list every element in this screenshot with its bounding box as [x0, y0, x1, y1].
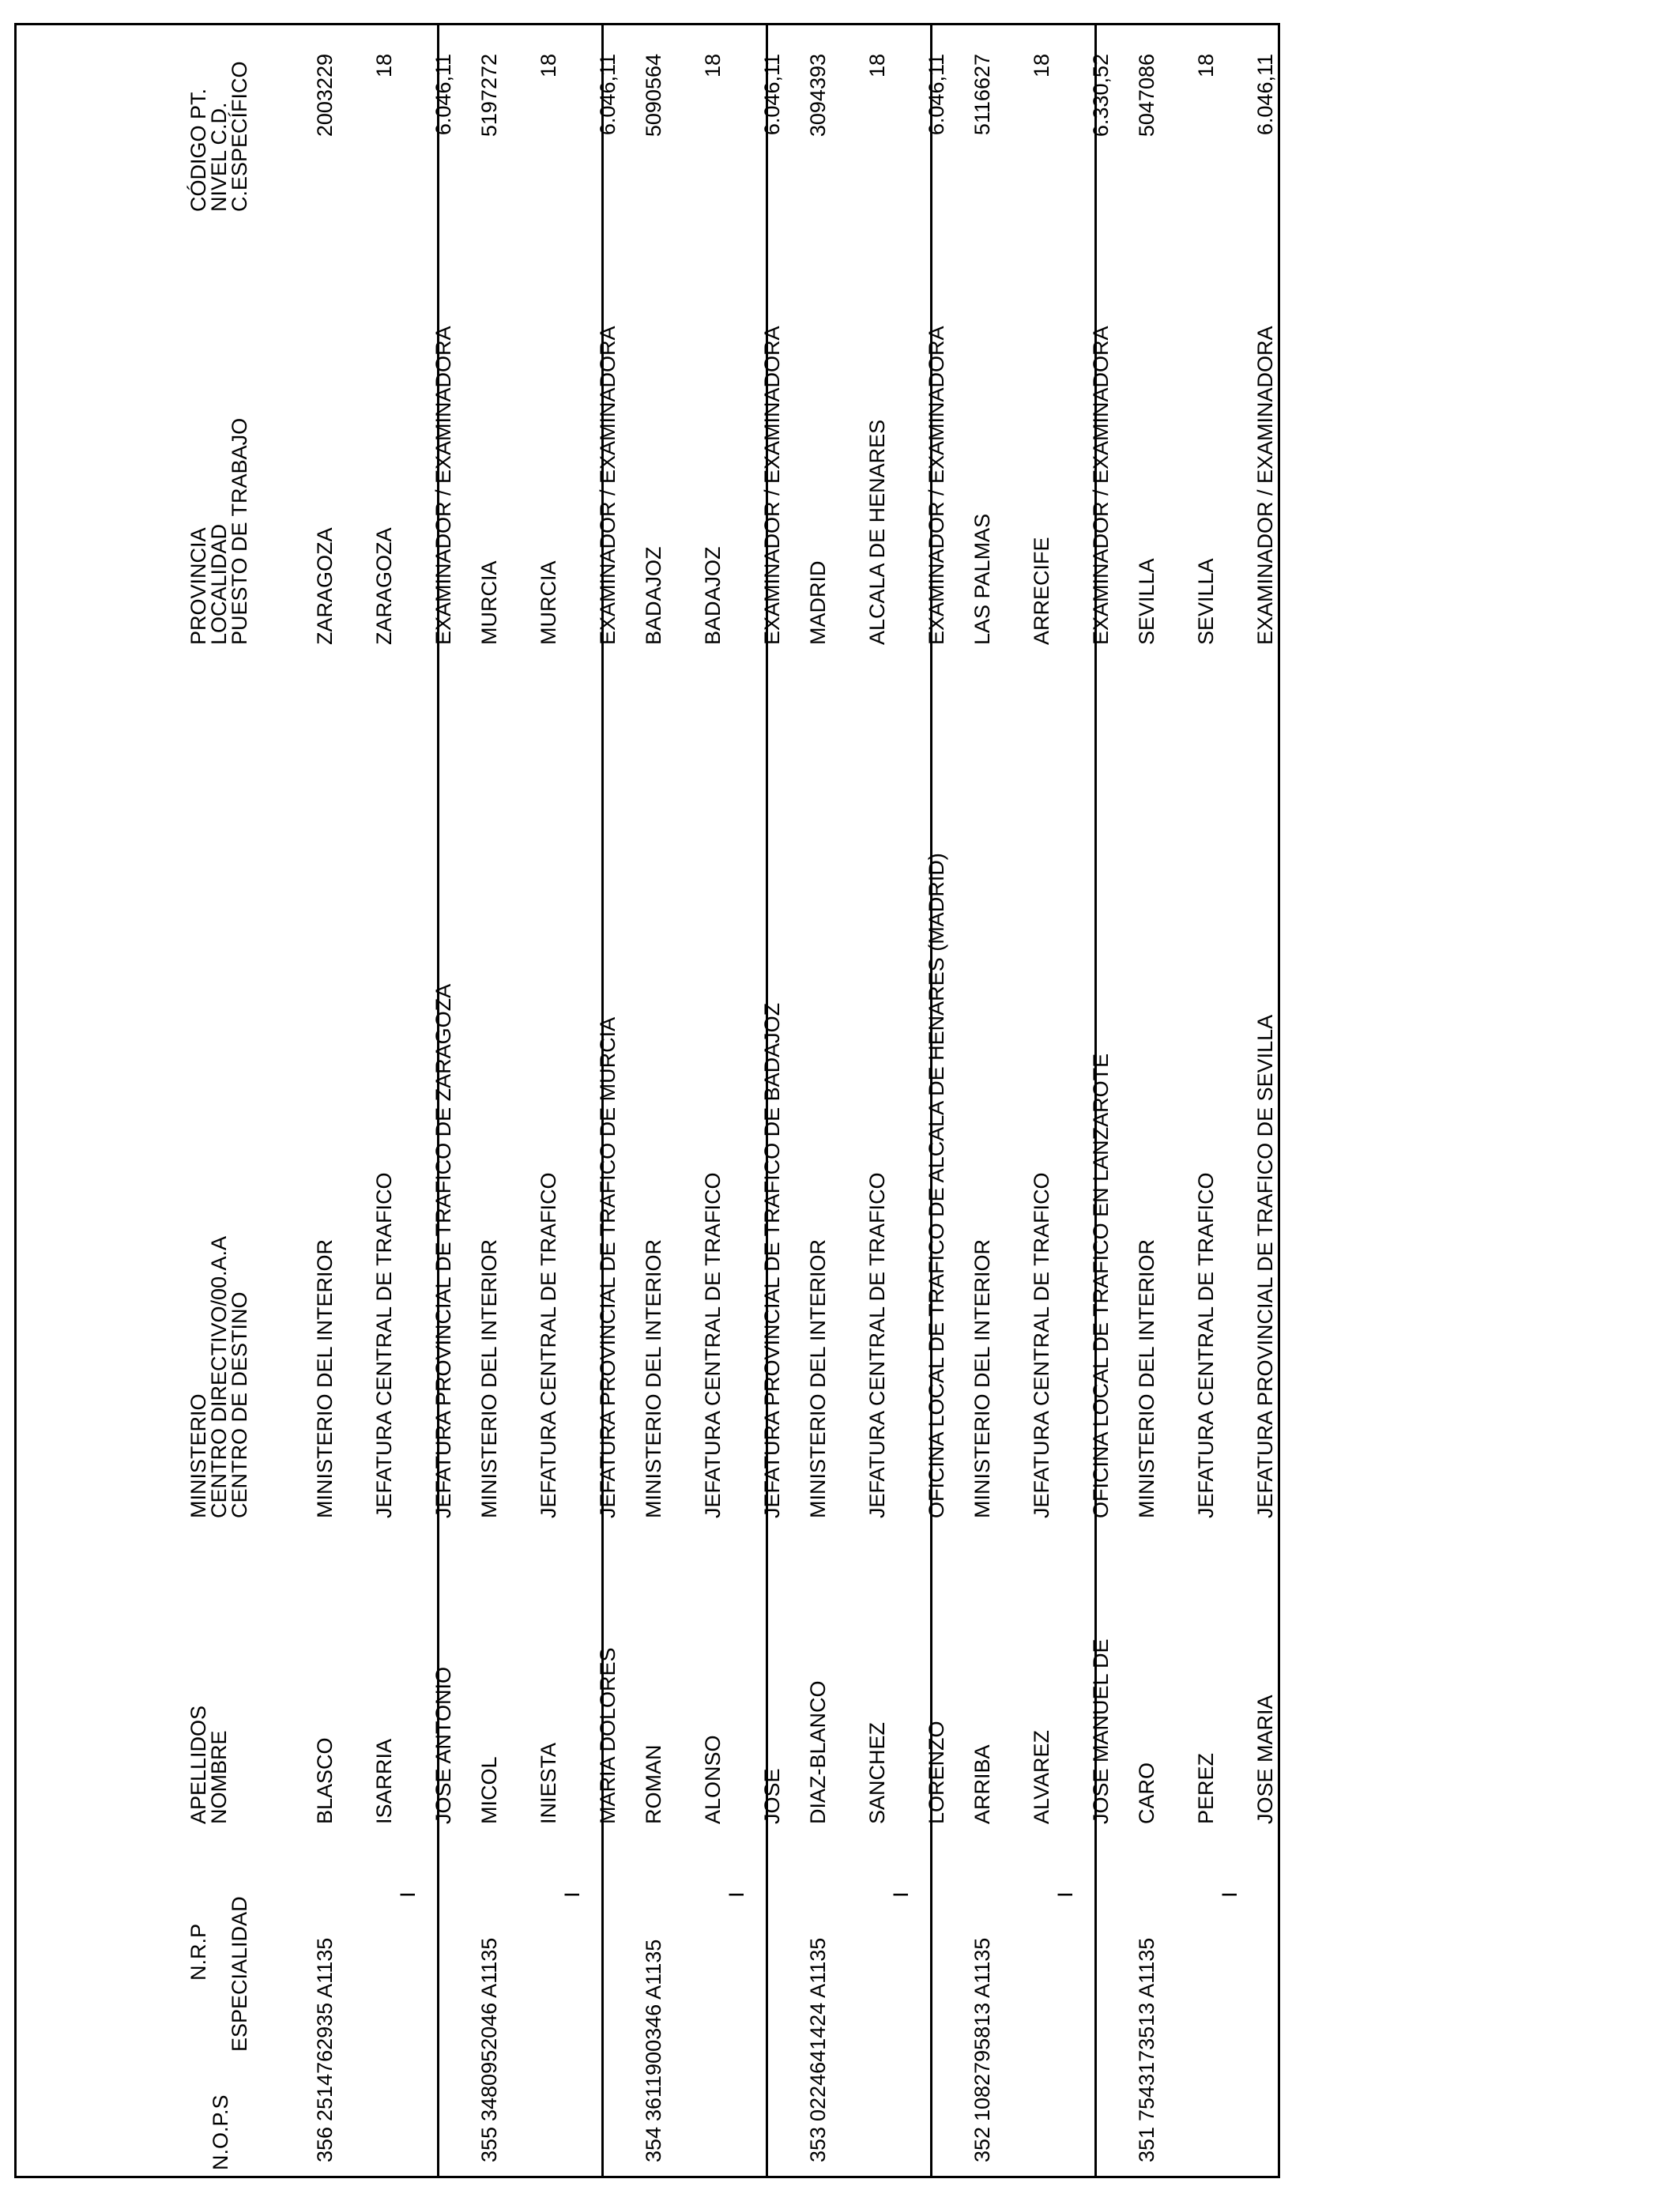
- row-nombre: JOSE: [760, 1768, 784, 1824]
- row-centro-destino: OFICINA LOCAL DE TRAFICO DE ALCALA DE HENARES (MADRID): [925, 853, 948, 1518]
- row-centro-destino: JEFATURA PROVINCIAL DE TRAFICO DE BADAJOZ: [760, 1002, 784, 1518]
- header-nops-label: N.O.P.S: [209, 2094, 232, 2170]
- row-dash-marker: I: [560, 1891, 584, 1898]
- row-especifico: 6.046,11: [431, 54, 455, 136]
- row-apellido2: ALVAREZ: [1030, 1729, 1053, 1824]
- row-ministerio: MINISTERIO DEL INTERIOR: [313, 1238, 337, 1518]
- row-provincia: MURCIA: [477, 560, 501, 645]
- row-provincia: LAS PALMAS: [970, 513, 994, 645]
- row-puesto: EXAMINADOR / EXAMINADORA: [760, 326, 784, 645]
- row-apellido2: SANCHEZ: [865, 1721, 889, 1824]
- row-apellido1: ARRIBA: [970, 1744, 994, 1824]
- table-row: [313, 0, 471, 2194]
- header-centro-destino-label: CENTRO DE DESTINO: [228, 1291, 251, 1518]
- row-puesto: EXAMINADOR / EXAMINADORA: [1089, 326, 1113, 645]
- header-centro-directivo-label: CENTRO DIRECTIVO/00.A.A: [207, 1235, 231, 1518]
- row-dash-marker: I: [396, 1891, 420, 1898]
- row-nrp: 2514762935 A1135: [313, 1937, 337, 2121]
- row-localidad: ALCALA DE HENARES: [865, 419, 889, 645]
- row-nrp: 3480952046 A1135: [477, 1937, 501, 2121]
- row-localidad: SEVILLA: [1194, 558, 1218, 645]
- row-apellido1: CARO: [1135, 1762, 1158, 1824]
- row-centro-destino: OFICINA LOCAL DE TRAFICO EN LANZAROTE: [1089, 1053, 1113, 1518]
- row-nrp: 0224641424 A1135: [806, 1937, 830, 2121]
- row-codigo: 5197272: [477, 54, 501, 138]
- row-especifico: 6.330,52: [1089, 54, 1113, 138]
- row-provincia: ZARAGOZA: [313, 527, 337, 645]
- row-localidad: ARRECIFE: [1030, 537, 1053, 645]
- row-apellido2: INIESTA: [537, 1742, 560, 1824]
- row-provincia: MADRID: [806, 560, 830, 645]
- row-nops: 352: [970, 2126, 994, 2162]
- row-codigo: 5090564: [642, 54, 665, 138]
- header-nivel-label: NIVEL C.D.: [207, 102, 231, 212]
- table-row: [642, 0, 800, 2194]
- row-puesto: EXAMINADOR / EXAMINADORA: [596, 326, 620, 645]
- row-nivel: 18: [701, 54, 725, 78]
- row-apellido1: ROMAN: [642, 1744, 665, 1824]
- header-provincia-label: PROVINCIA: [186, 527, 210, 645]
- row-nombre: MARIA DOLORES: [596, 1647, 620, 1824]
- header-nrp-label: N.R.P: [186, 1923, 210, 1981]
- row-provincia: SEVILLA: [1135, 558, 1158, 645]
- header-apellidos-label: APELLIDOS: [186, 1705, 210, 1824]
- row-centro-directivo: JEFATURA CENTRAL DE TRAFICO: [372, 1172, 396, 1518]
- row-dash-marker: I: [889, 1891, 913, 1898]
- row-codigo: 5116627: [970, 54, 994, 136]
- row-centro-directivo: JEFATURA CENTRAL DE TRAFICO: [537, 1172, 560, 1518]
- row-ministerio: MINISTERIO DEL INTERIOR: [970, 1238, 994, 1518]
- row-especifico: 6.046,11: [1253, 54, 1277, 136]
- row-especifico: 6.046,11: [760, 54, 784, 136]
- row-nombre: JOSE MANUEL DE: [1089, 1638, 1113, 1824]
- row-puesto: EXAMINADOR / EXAMINADORA: [925, 326, 948, 645]
- row-dash-marker: I: [1053, 1891, 1077, 1898]
- row-apellido1: BLASCO: [313, 1737, 337, 1824]
- row-nops: 351: [1135, 2126, 1158, 2162]
- row-nrp: 7543173513 A1135: [1135, 1937, 1158, 2121]
- table-row: [970, 0, 1128, 2194]
- row-codigo: 5047086: [1135, 54, 1158, 138]
- row-nivel: 18: [1194, 54, 1218, 78]
- row-nivel: 18: [865, 54, 889, 78]
- row-nops: 353: [806, 2126, 830, 2162]
- header-nombre-label: NOMBRE: [207, 1730, 231, 1824]
- header-ministerio-label: MINISTERIO: [186, 1393, 210, 1518]
- row-codigo: 2003229: [313, 54, 337, 138]
- row-localidad: MURCIA: [537, 560, 560, 645]
- row-nops: 356: [313, 2126, 337, 2162]
- table-row: [477, 0, 635, 2194]
- row-localidad: ZARAGOZA: [372, 527, 396, 645]
- row-centro-directivo: JEFATURA CENTRAL DE TRAFICO: [1030, 1172, 1053, 1518]
- row-apellido2: ISARRIA: [372, 1738, 396, 1824]
- table-row: [806, 0, 964, 2194]
- row-nivel: 18: [1030, 54, 1053, 78]
- row-nops: 354: [642, 2126, 665, 2162]
- row-apellido2: ALONSO: [701, 1735, 725, 1824]
- table-row: [1135, 0, 1293, 2194]
- row-centro-directivo: JEFATURA CENTRAL DE TRAFICO: [701, 1172, 725, 1518]
- row-centro-destino: JEFATURA PROVINCIAL DE TRAFICO DE SEVILLA: [1253, 1014, 1277, 1518]
- row-nops: 355: [477, 2126, 501, 2162]
- row-provincia: BADAJOZ: [642, 546, 665, 645]
- header-codigo-label: CÓDIGO PT.: [186, 88, 210, 212]
- row-ministerio: MINISTERIO DEL INTERIOR: [806, 1238, 830, 1518]
- row-especifico: 6.046,11: [596, 54, 620, 136]
- row-codigo: 3094393: [806, 54, 830, 138]
- row-apellido1: MICOL: [477, 1756, 501, 1824]
- row-centro-destino: JEFATURA PROVINCIAL DE TRAFICO DE ZARAGOZA: [431, 983, 455, 1518]
- header-puesto-label: PUESTO DE TRABAJO: [228, 417, 251, 645]
- row-apellido2: PEREZ: [1194, 1752, 1218, 1824]
- row-ministerio: MINISTERIO DEL INTERIOR: [1135, 1238, 1158, 1518]
- row-puesto: EXAMINADOR / EXAMINADORA: [431, 326, 455, 645]
- row-nivel: 18: [372, 54, 396, 78]
- row-localidad: BADAJOZ: [701, 546, 725, 645]
- row-nombre: LORENZO: [925, 1721, 948, 1824]
- row-centro-directivo: JEFATURA CENTRAL DE TRAFICO: [1194, 1172, 1218, 1518]
- row-dash-marker: I: [725, 1891, 748, 1898]
- header-especifico-label: C.ESPECÍFICO: [228, 61, 251, 212]
- row-especifico: 6.046,11: [925, 54, 948, 136]
- row-apellido1: DIAZ-BLANCO: [806, 1680, 830, 1824]
- row-dash-marker: I: [1218, 1891, 1241, 1898]
- header-localidad-label: LOCALIDAD: [207, 523, 231, 645]
- row-ministerio: MINISTERIO DEL INTERIOR: [477, 1238, 501, 1518]
- row-centro-destino: JEFATURA PROVINCIAL DE TRAFICO DE MURCIA: [596, 1016, 620, 1518]
- row-nombre: JOSE MARIA: [1253, 1695, 1277, 1824]
- row-nombre: JOSE ANTONIO: [431, 1666, 455, 1824]
- row-nrp: 3611900346 A1135: [642, 1939, 665, 2121]
- row-nivel: 18: [537, 54, 560, 78]
- header-especialidad-label: ESPECIALIDAD: [228, 1896, 251, 2052]
- row-ministerio: MINISTERIO DEL INTERIOR: [642, 1238, 665, 1518]
- row-nrp: 1082795813 A1135: [970, 1937, 994, 2121]
- row-puesto: EXAMINADOR / EXAMINADORA: [1253, 326, 1277, 645]
- row-centro-directivo: JEFATURA CENTRAL DE TRAFICO: [865, 1172, 889, 1518]
